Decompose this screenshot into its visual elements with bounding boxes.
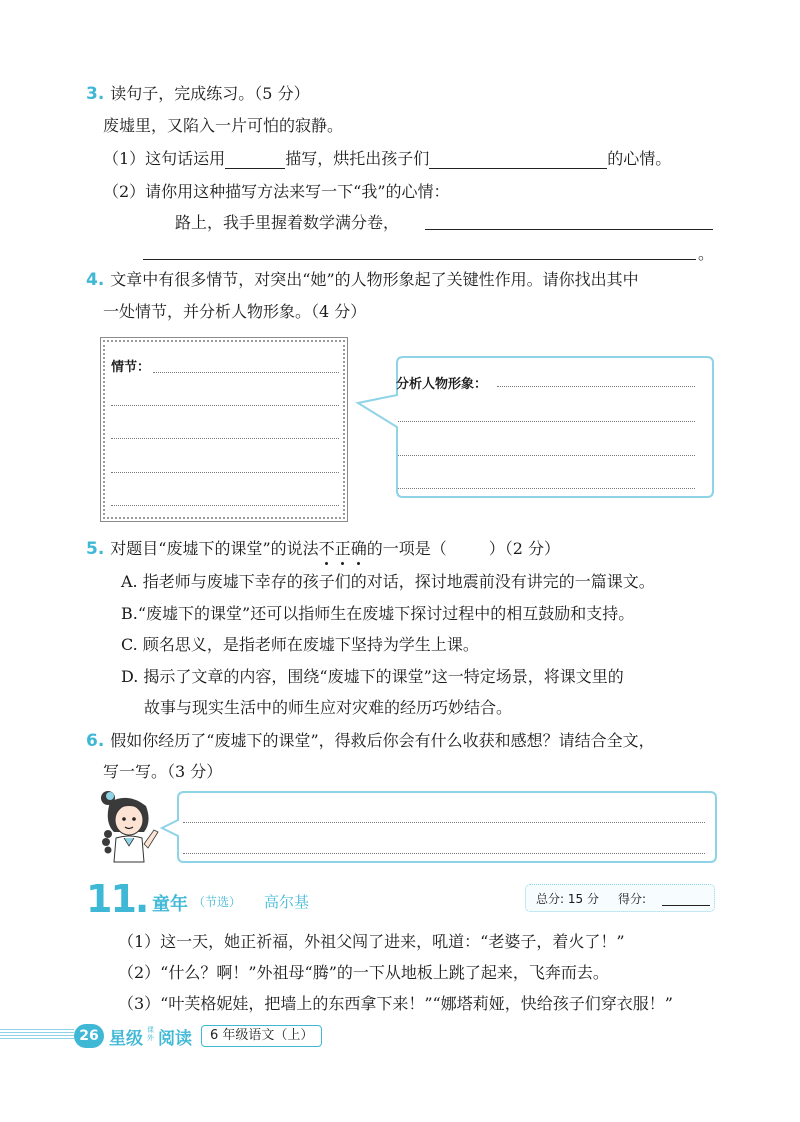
footer-stripes xyxy=(0,1029,74,1041)
passage-para-3: （3）“叶芙格妮娃，把墙上的东西拿下来！”“娜塔莉娅，快给孩子们穿衣服！” xyxy=(118,994,673,1013)
plot-line-4[interactable] xyxy=(111,472,339,473)
section-title: 童年 xyxy=(152,894,188,915)
section-number: 11. xyxy=(86,877,148,921)
page-number: 26 xyxy=(74,1024,104,1048)
plot-box-inner xyxy=(103,340,345,519)
q5-option-d[interactable]: D. 揭示了文章的内容，围绕“废墟下的课堂”这一特定场景，将课文里的 xyxy=(121,667,624,686)
q5-number: 5. xyxy=(86,539,105,559)
q6-line-1[interactable] xyxy=(183,822,705,823)
q5-emph-1: 不 xyxy=(318,539,335,558)
q4-line1 xyxy=(86,270,639,290)
q6-number: 6. xyxy=(86,731,105,751)
q6-line1-text: 假如你经历了“废墟下的课堂”，得救后你会有什么收获和感想？请结合全文， xyxy=(110,731,655,750)
q3-number: 3. xyxy=(86,84,105,104)
q4-line2: 一处情节，并分析人物形象。（4 分） xyxy=(103,302,367,321)
q3-sentence: 废墟里，又陷入一片可怕的寂静。 xyxy=(103,116,344,135)
q5-prompt-b: 的一项是（ xyxy=(366,539,447,558)
q6-line1 xyxy=(86,731,655,751)
plot-line-5[interactable] xyxy=(111,505,339,506)
q6-line-2[interactable] xyxy=(183,853,705,854)
q5-option-d-cont: 故事与现实生活中的师生应对灾难的经历巧妙结合。 xyxy=(144,698,513,717)
analysis-line-4[interactable] xyxy=(398,488,695,489)
q3-blank-method[interactable] xyxy=(225,152,285,169)
q5-prompt-c: ）（2 分） xyxy=(488,539,561,558)
girl-illustration-icon xyxy=(96,788,166,864)
score-total: 总分: 15 分 xyxy=(536,892,599,906)
q3-part2-end: 。 xyxy=(698,244,715,263)
q4-line1-text: 文章中有很多情节，对突出“她”的人物形象起了关键性作用。请你找出其中 xyxy=(110,270,639,289)
analysis-line-2[interactable] xyxy=(398,421,695,422)
q5-option-a[interactable]: A. 指老师与废墟下幸存的孩子们的对话，探讨地震前没有讲完的一篇课文。 xyxy=(121,572,655,591)
plot-box xyxy=(100,337,348,522)
q5-emph-2: 正 xyxy=(334,539,351,558)
brand-part-2: 阅读 xyxy=(158,1029,192,1049)
q3-part1-c: 的心情。 xyxy=(607,149,672,168)
q3-part1-a: （1）这句话运用 xyxy=(103,149,226,168)
q3-part2-start: 路上，我手里握着数学满分卷， xyxy=(175,213,400,232)
q3-blank-mood[interactable] xyxy=(429,152,607,169)
q3-prompt xyxy=(86,84,310,104)
q5-option-c[interactable]: C. 顾名思义，是指老师在废墟下坚持为学生上课。 xyxy=(121,635,479,654)
q3-part2: （2）请你用这种描写方法来写一下“我”的心情： xyxy=(103,182,450,201)
plot-line-2[interactable] xyxy=(111,405,339,406)
q5-emph-3: 确 xyxy=(350,539,367,558)
q5-prompt xyxy=(86,539,560,559)
analysis-label: 分析人物形象： xyxy=(396,377,488,392)
q3-answer-line-1[interactable] xyxy=(425,229,713,230)
q3-part1 xyxy=(103,149,671,169)
brand-small: 课外 xyxy=(147,1026,154,1042)
passage-para-1: （1）这一天，她正祈福，外祖父闯了进来，吼道：“老婆子，着火了！” xyxy=(118,932,625,951)
q3-part1-b: 描写，烘托出孩子们 xyxy=(285,149,430,168)
brand-part-1: 星级 xyxy=(109,1029,143,1049)
analysis-line-3[interactable] xyxy=(398,455,695,456)
q5-prompt-a: 对题目“废墟下的课堂”的说法 xyxy=(110,539,319,558)
score-got-input[interactable] xyxy=(662,905,710,906)
q6-line2: 写一写。（3 分） xyxy=(103,762,223,781)
analysis-line-1[interactable] xyxy=(497,386,695,387)
section-subtitle: （节选） xyxy=(193,895,242,909)
score-got-label: 得分: xyxy=(618,892,647,906)
q3-answer-line-2[interactable] xyxy=(143,259,696,260)
q4-number: 4. xyxy=(86,270,105,290)
plot-line-3[interactable] xyxy=(111,438,339,439)
plot-line-1[interactable] xyxy=(153,372,339,373)
q5-option-b[interactable]: B.“废墟下的课堂”还可以指师生在废墟下探讨过程中的相互鼓励和支持。 xyxy=(121,604,635,623)
plot-label: 情节： xyxy=(111,360,151,375)
passage-para-2: （2）“什么？啊！”外祖母“腾”的一下从地板上跳了起来，飞奔而去。 xyxy=(118,963,609,982)
q3-prompt-text: 读句子，完成练习。（5 分） xyxy=(110,84,310,103)
section-author: 高尔基 xyxy=(264,893,310,911)
grade-label: 6 年级语文（上） xyxy=(201,1025,322,1047)
